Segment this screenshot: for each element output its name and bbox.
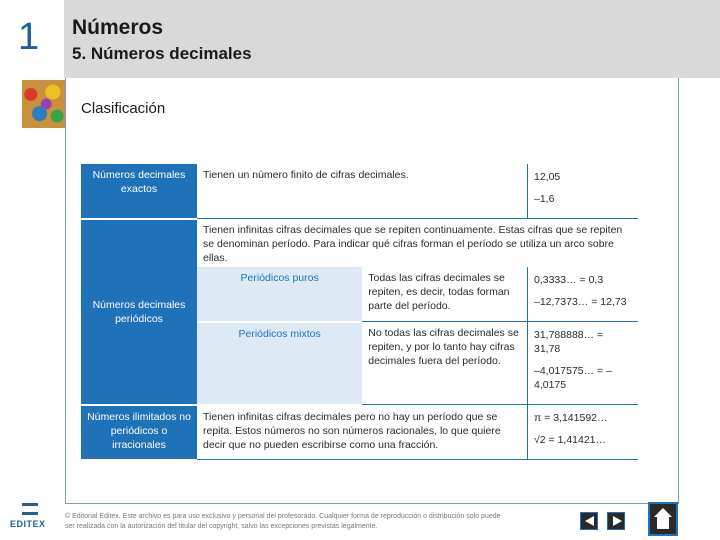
arrow-left-icon <box>585 516 594 526</box>
examples-ilimitados <box>528 405 639 460</box>
home-icon <box>654 508 672 517</box>
logo-text: EDITEX <box>10 519 46 529</box>
description-puros: Todas las cifras decimales se repiten, es decir, todas forman parte del período. <box>362 267 527 322</box>
next-page-button[interactable] <box>607 512 625 530</box>
previous-page-button[interactable] <box>580 512 598 530</box>
page-subtitle: 5. Números decimales <box>72 44 252 63</box>
description-mixtos: No todas las cifras decimales se repiten, y por lo tanto hay cifras decimales fuera del período. <box>362 322 527 405</box>
subcategory-mixtos: Periódicos mixtos <box>197 322 362 405</box>
example-ilimitados-1: π = 3,141592… <box>534 412 608 424</box>
description-periodicos: Tienen infinitas cifras decimales que se repiten continuamente. Estas cifras que se repiten se denominan período. Para indicar qué cifras forman el período se utiliza un arco sobre ellas. <box>203 224 623 264</box>
editex-logo <box>10 503 52 537</box>
title-band <box>64 0 720 78</box>
examples-puros <box>528 267 639 322</box>
chapter-box <box>0 0 64 78</box>
examples-exactos <box>528 164 639 219</box>
example-ilimitados-2: √2 = 1,41421… <box>534 434 607 446</box>
category-exactos: Números decimales exactos <box>81 164 197 219</box>
table-row-ilimitados <box>81 405 638 460</box>
category-periodicos: Números decimales periódicos <box>81 219 197 405</box>
example-mixtos-1: 31,788888… = 31,78 <box>534 329 604 355</box>
page-title: Números <box>72 16 164 39</box>
example-mixtos-2: –4,017575… = –4,0175 <box>534 365 612 391</box>
table-row-periodicos-intro <box>81 219 638 268</box>
example-puros-2: –12,7373… = 12,73 <box>534 296 627 308</box>
examples-mixtos <box>528 322 639 405</box>
example-exactos-1: 12,05 <box>534 171 561 183</box>
home-button[interactable] <box>648 502 678 536</box>
chapter-number: 1 <box>18 16 40 58</box>
header <box>0 0 720 78</box>
copyright-notice: © Editorial Editex. Este archivo es para uso exclusivo y personal del profesorado. Cualquier forma de reproducción o distribución solo puede ser realizada con la autorización del titular del copyright, salvo las excepciones previstas legalmente. <box>65 513 501 530</box>
example-exactos-2: –1,6 <box>534 193 555 205</box>
home-icon-body <box>657 517 669 529</box>
arrow-right-icon <box>613 516 622 526</box>
description-ilimitados: Tienen infinitas cifras decimales pero no hay un período que se repita. Estos números no son números racionales, lo que quiere decir que no pueden escribirse como una fracción. <box>197 405 528 460</box>
description-exactos: Tienen un número finito de cifras decimales. <box>197 164 528 219</box>
chapter-thumbnail-image <box>22 80 66 128</box>
category-ilimitados: Números ilimitados no periódicos o irracionales <box>81 405 197 460</box>
logo-mark-icon <box>22 503 38 515</box>
example-puros-1: 0,3333… = 0,3 <box>534 274 604 286</box>
classification-table <box>81 164 638 461</box>
table-row-exactos <box>81 164 638 219</box>
subcategory-puros: Periódicos puros <box>197 267 362 322</box>
section-label: Clasificación <box>81 100 166 117</box>
